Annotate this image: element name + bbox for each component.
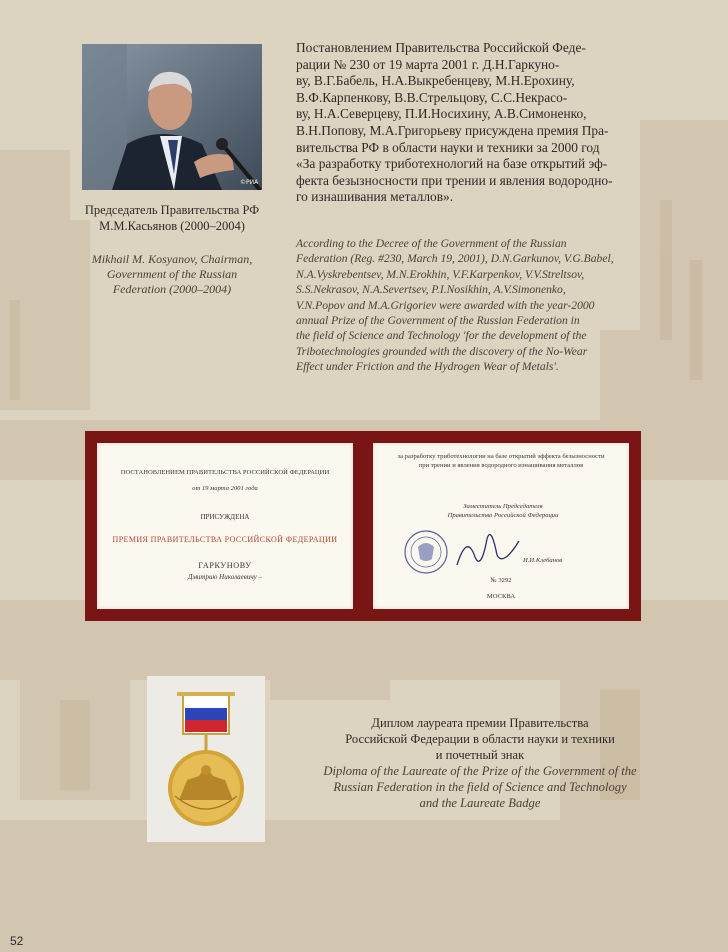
signature-icon (453, 527, 523, 573)
photo-stamp: ©РИА (240, 179, 259, 186)
decree-en-line: the field of Science and Technology 'for the development of the (296, 329, 587, 343)
caption-en-line: Mikhail M. Kosyanov, Chairman, (91, 252, 253, 266)
diploma-reason-line: за разработку триботехнологии на базе открытий эффекта безызносности (397, 453, 605, 460)
diploma-given-name: Дмитрию Николаевичу – (187, 573, 263, 581)
decree-en-line: Tribotechnologies grounded with the discovery of the No-Wear (296, 344, 588, 358)
diploma-decree-line: ПОСТАНОВЛЕНИЕМ ПРАВИТЕЛЬСТВА РОССИЙСКОЙ ФЕДЕРАЦИИ (120, 469, 330, 476)
badge-caption-en-line: Diploma of the Laureate of the Prize of the Government of the (323, 764, 637, 778)
decree-en-line: annual Prize of the Government of the Russian Federation in (296, 314, 580, 328)
portrait-caption-en (74, 252, 270, 297)
medal-icon (147, 676, 265, 842)
diploma-reason-line: при трении и явления водородного изнашивания металлов (418, 462, 584, 469)
decree-ru-line: В.Н.Попову, М.А.Григорьеву присуждена премия Пра- (296, 122, 609, 138)
decree-en-line: According to the Decree of the Government of the Russian (296, 237, 567, 250)
badge-caption-ru-line: и почетный знак (435, 748, 525, 762)
decree-ru-line: фекта безызносности при трении и явления водородно- (296, 172, 613, 188)
decree-ru-line: вительства РФ в области науки и техники за 2000 год (296, 139, 600, 155)
decree-text-ru (296, 40, 642, 206)
badge-caption-en-line: and the Laureate Badge (419, 796, 541, 810)
decree-ru-line: ву, В.Г.Бабель, Н.А.Выкребенцеву, М.Н.Ерохину, (296, 73, 575, 89)
decree-en-line: V.N.Popov and M.A.Grigoriev were awarded with the year-2000 (296, 298, 595, 312)
diploma-deputy-title: Заместитель Председателя (463, 503, 543, 510)
caption-ru-line: М.М.Касьянов (2000–2004) (99, 219, 245, 233)
badge-caption (300, 715, 660, 811)
diploma-right-page (373, 443, 629, 609)
caption-en-line: Federation (2000–2004) (112, 282, 232, 296)
diploma-deputy-title: Правительства Российской Федерации (447, 512, 559, 519)
decree-text-en (296, 236, 642, 375)
decree-ru-line: го изнашивания металлов». (296, 189, 454, 205)
caption-ru-line: Председатель Правительства РФ (84, 203, 260, 217)
diploma-number: № 3292 (490, 577, 512, 584)
diploma-city: МОСКВА (486, 593, 516, 600)
diploma-folder (85, 431, 641, 621)
decree-ru-line: Постановлением Правительства Российской Феде- (296, 40, 586, 55)
page-number: 52 (10, 934, 24, 948)
badge-caption-ru-line: Российской Федерации в области науки и техники (345, 732, 615, 746)
badge-caption-en-line: Russian Federation in the field of Science and Technology (333, 780, 627, 794)
decree-en-line: S.S.Nekrasov, N.A.Severtsev, P.I.Nosikhin, A.V.Simonenko, (296, 283, 566, 297)
decree-en-line: Federation (Reg. #230, March 19, 2001), D.N.Garkunov, V.G.Babel, (296, 252, 614, 266)
badge-caption-ru-line: Диплом лауреата премии Правительства (371, 716, 589, 730)
caption-en-line: Government of the Russian (106, 267, 238, 281)
portrait-image (82, 44, 262, 190)
decree-en-line: N.A.Vyskrebentsev, M.N.Erokhin, V.F.Karpenkov, V.V.Streltsov, (296, 267, 585, 281)
portrait-photo (82, 44, 262, 190)
decree-ru-line: ву, Н.А.Северцеву, П.И.Носихину, А.В.Симоненко, (296, 106, 587, 122)
diploma-date: от 19 марта 2001 года (192, 485, 258, 492)
diploma-awarded: ПРИСУЖДЕНА (200, 513, 250, 521)
portrait-caption-ru (74, 202, 270, 234)
decree-en-line: Effect under Friction and the Hydrogen Wear of Metals'. (296, 360, 559, 374)
diploma-signer: И.И.Клебанов (523, 557, 563, 564)
diploma-left-page (97, 443, 353, 609)
decree-ru-line: В.Ф.Карпенкову, В.В.Стрельцову, С.С.Некрасо- (296, 89, 568, 105)
laureate-badge-photo (147, 676, 265, 842)
decree-ru-line: «За разработку триботехнологий на базе открытий эф- (296, 156, 608, 172)
decree-ru-line: рации № 230 от 19 марта 2001 г. Д.Н.Гаркуно- (296, 56, 560, 72)
diploma-surname: ГАРКУНОВУ (198, 561, 252, 570)
diploma-prize-title: ПРЕМИЯ ПРАВИТЕЛЬСТВА РОССИЙСКОЙ ФЕДЕРАЦИИ (112, 535, 338, 544)
seal-icon (403, 529, 449, 575)
